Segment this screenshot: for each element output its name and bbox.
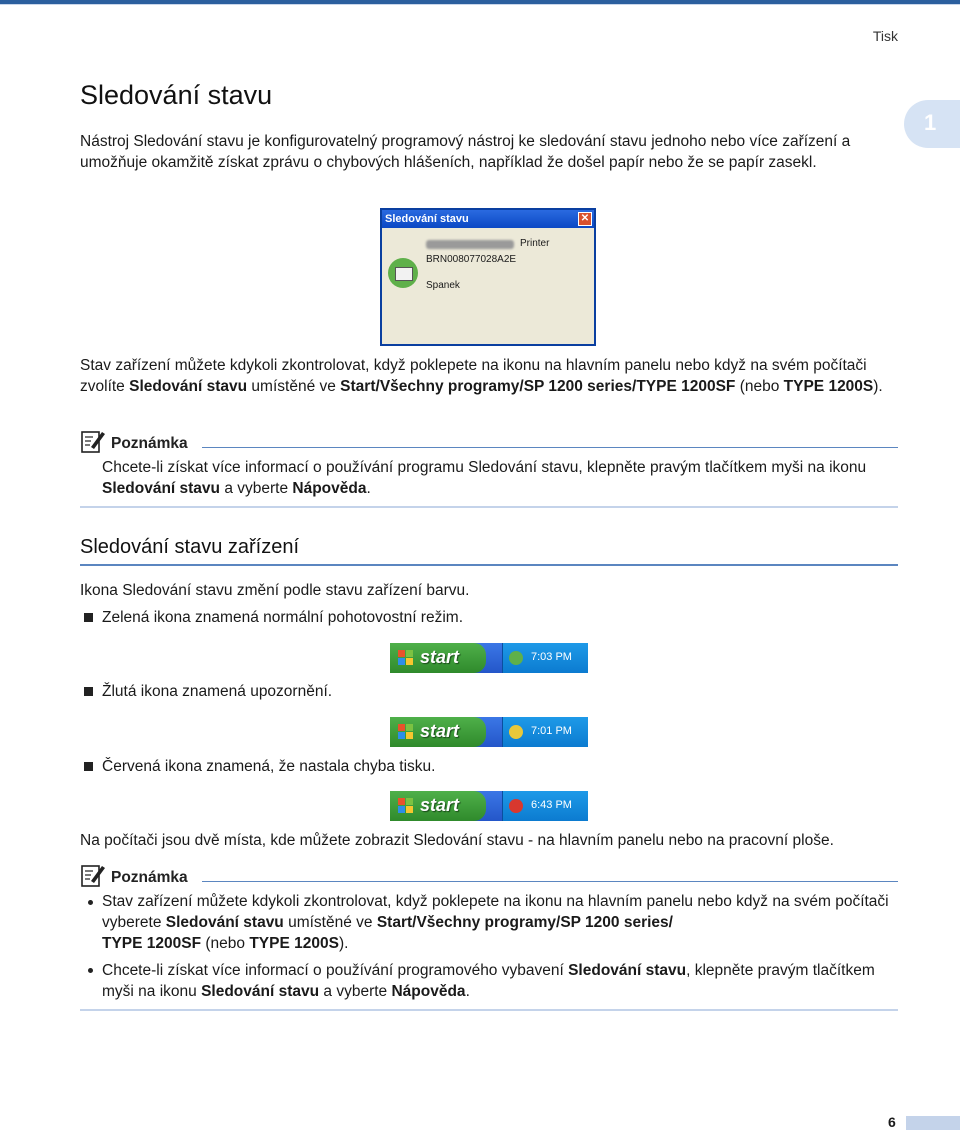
text: umístěné ve: [247, 378, 341, 395]
separator: /: [375, 378, 380, 395]
bullet-dot: [88, 900, 93, 905]
text: ).: [338, 935, 349, 952]
note-label: Poznámka: [111, 435, 188, 452]
device-status: Spanek: [426, 280, 460, 291]
section-rule: [80, 564, 898, 566]
bullet-dot: [88, 968, 93, 973]
page-number: 6: [888, 1114, 896, 1130]
system-tray: [502, 717, 588, 747]
start-label: start: [420, 795, 460, 815]
ui-term: Sledování stavu: [568, 962, 687, 979]
bullet-square: [84, 613, 93, 622]
ui-term: TYPE 1200S: [249, 935, 339, 952]
system-tray: [502, 791, 588, 821]
section-intro: Ikona Sledování stavu změní podle stavu zařízení barvu.: [80, 582, 470, 599]
separator: /: [668, 914, 673, 931]
tray-clock: 7:03 PM: [531, 651, 572, 663]
printer-red-icon[interactable]: [509, 799, 523, 813]
taskbar-yellow: [390, 717, 588, 747]
top-rule-thin: [0, 4, 960, 5]
start-button[interactable]: [390, 791, 486, 821]
note-end-rule: [80, 506, 898, 508]
ui-term: Sledování stavu: [129, 378, 248, 395]
dialog-body: [382, 228, 594, 344]
ui-term: SP 1200 series: [523, 378, 632, 395]
section-title: Sledování stavu zařízení: [80, 536, 300, 558]
text: Chcete-li získat více informací o používání programového vybavení: [102, 962, 569, 979]
start-label: start: [420, 647, 460, 667]
note-pencil-icon: [80, 862, 106, 888]
closing-paragraph: Na počítači jsou dvě místa, kde můžete zobrazit Sledování stavu - na hlavním panelu nebo na pracovní ploše.: [80, 832, 834, 849]
list-item: Žlutá ikona znamená upozornění.: [102, 683, 333, 700]
note1-text: [102, 457, 898, 499]
start-button[interactable]: [390, 643, 486, 673]
ui-term: SP 1200 series: [560, 914, 669, 931]
windows-flag-icon: [398, 798, 414, 814]
note2-item: [102, 960, 898, 1002]
printer-status-icon: [388, 258, 418, 288]
ui-term: TYPE 1200SF: [102, 935, 202, 952]
ui-term: Nápověda: [292, 480, 367, 497]
separator: /: [556, 914, 561, 931]
ui-term: Start: [340, 378, 376, 395]
separator: /: [632, 378, 637, 395]
note-rule: [202, 447, 898, 448]
ui-term: Sledování stavu: [165, 914, 284, 931]
text: a vyberte: [319, 983, 392, 1000]
intro-paragraph: Nástroj Sledování stavu je konfigurovatelný programový nástroj ke sledování stavu jednoho nebo více zařízení a umožňuje okamžitě získat zprávu o chybových hlášeních, například že došel papír nebo že se papír zasekl.: [80, 133, 851, 171]
list-item: Zelená ikona znamená normální pohotovostní režim.: [102, 609, 464, 626]
blurred-device-name: [426, 240, 514, 249]
device-id: BRN008077028A2E: [426, 254, 517, 265]
text: a vyberte: [220, 480, 293, 497]
start-button[interactable]: [390, 717, 486, 747]
start-label: start: [420, 721, 460, 741]
text: umístěné ve: [283, 914, 377, 931]
ui-term: TYPE 1200S: [783, 378, 874, 395]
text: Chcete-li získat více informací o používání programu Sledování stavu, klepněte pravým tlačítkem myši na ikonu: [102, 459, 867, 476]
text: (nebo: [735, 378, 784, 395]
section-header: Tisk: [872, 28, 898, 44]
ui-term: Sledování stavu: [102, 480, 221, 497]
tray-clock: 6:43 PM: [531, 799, 572, 811]
page-title: Sledování stavu: [80, 80, 273, 110]
text: Stav zařízení můžete kdykoli zkontrolovat, když poklepete na ikonu na hlavním panelu nebo když na svém počítači vyberete: [102, 893, 889, 931]
separator: /: [412, 914, 417, 931]
taskbar-red: [390, 791, 588, 821]
system-tray: [502, 643, 588, 673]
separator: /: [519, 378, 524, 395]
device-type: Printer: [520, 238, 550, 249]
dialog-titlebar: [382, 210, 594, 228]
printer-green-icon[interactable]: [509, 651, 523, 665]
bullet-square: [84, 762, 93, 771]
note-label: Poznámka: [111, 869, 188, 886]
status-monitor-dialog: [380, 208, 596, 346]
note2-item: [102, 891, 898, 954]
ui-term: TYPE 1200SF: [636, 378, 736, 395]
note-end-rule: [80, 1009, 898, 1011]
close-icon[interactable]: ✕: [578, 212, 592, 226]
printer-yellow-icon[interactable]: [509, 725, 523, 739]
text: .: [366, 480, 371, 497]
windows-flag-icon: [398, 724, 414, 740]
note-rule: [202, 881, 898, 882]
taskbar-green: [390, 643, 588, 673]
windows-flag-icon: [398, 650, 414, 666]
list-item: Červená ikona znamená, že nastala chyba tisku.: [102, 758, 436, 775]
text: Stav zařízení můžete kdykoli zkontrolovat, když poklepete na ikonu na hlavním panelu nebo když na svém počítači zvolíte: [80, 357, 867, 395]
dialog-title: Sledování stavu: [385, 213, 469, 225]
ui-term: Start: [376, 914, 413, 931]
ui-term: Všechny programy: [379, 378, 520, 395]
paragraph-check-status: [80, 355, 898, 397]
text: , klepněte pravým tlačítkem myši na ikonu: [102, 962, 875, 1000]
ui-term: Všechny programy: [416, 914, 557, 931]
chapter-number: 1: [924, 110, 937, 135]
bullet-square: [84, 687, 93, 696]
chapter-tab: [904, 100, 960, 148]
page-tab: [906, 1116, 960, 1130]
tray-clock: 7:01 PM: [531, 725, 572, 737]
note-pencil-icon: [80, 428, 106, 454]
ui-term: Sledování stavu: [201, 983, 320, 1000]
ui-term: Nápověda: [391, 983, 466, 1000]
text: .: [465, 983, 470, 1000]
text: ).: [873, 378, 883, 395]
text: (nebo: [201, 935, 250, 952]
